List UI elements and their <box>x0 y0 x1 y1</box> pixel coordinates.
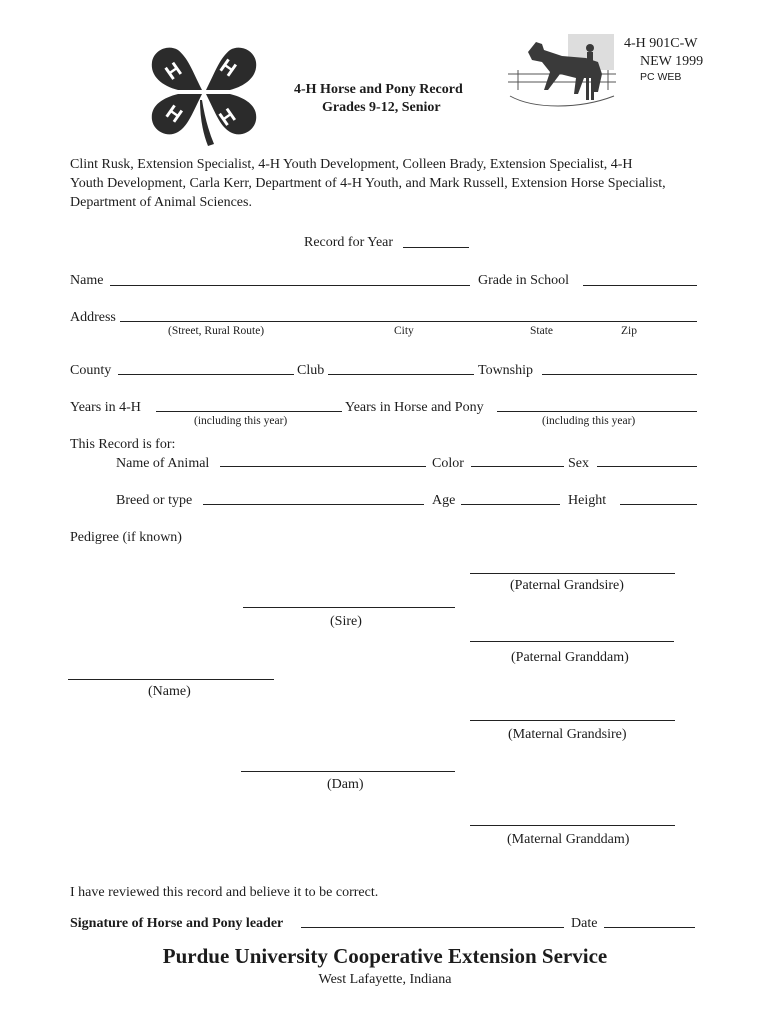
paternal-grandsire-field[interactable] <box>470 573 675 574</box>
web-note: PC WEB <box>640 71 682 83</box>
years-4h-label: Years in 4-H <box>70 400 141 415</box>
date-label: Date <box>571 916 598 931</box>
color-field[interactable] <box>471 466 564 467</box>
name-label: Name <box>70 273 104 288</box>
breed-label: Breed or type <box>116 493 193 508</box>
height-label: Height <box>568 493 607 508</box>
record-year-label: Record for Year <box>304 235 394 250</box>
years-horse-label: Years in Horse and Pony <box>345 400 484 415</box>
breed-field[interactable] <box>203 504 424 505</box>
svg-text:H: H <box>161 101 186 128</box>
sire-field[interactable] <box>243 607 455 608</box>
including-hint-1: (including this year) <box>194 415 288 427</box>
pedigree-name-label: (Name) <box>148 684 191 699</box>
paternal-granddam-label: (Paternal Granddam) <box>511 650 629 665</box>
svg-text:H: H <box>215 55 240 82</box>
horse-and-rider-illustration <box>508 34 616 112</box>
years-4h-field[interactable] <box>156 411 342 412</box>
county-field[interactable] <box>118 374 294 375</box>
form-number: 4-H 901C-W <box>624 36 698 51</box>
svg-text:H: H <box>215 104 240 131</box>
name-field[interactable] <box>110 285 470 286</box>
pedigree-name-field[interactable] <box>68 679 274 680</box>
color-label: Color <box>432 456 464 471</box>
authors-line-2: Youth Development, Carla Kerr, Department of 4-H Youth, and Mark Russell, Extension Horse Specialist, <box>70 176 666 191</box>
svg-text:H: H <box>161 58 186 85</box>
form-title: 4-H Horse and Pony Record <box>294 82 463 97</box>
form-subtitle: Grades 9-12, Senior <box>322 100 441 115</box>
zip-hint: Zip <box>621 325 637 337</box>
review-statement: I have reviewed this record and believe it to be correct. <box>70 885 379 900</box>
grade-field[interactable] <box>583 285 697 286</box>
record-for-label: This Record is for: <box>70 437 176 452</box>
pedigree-label: Pedigree (if known) <box>70 530 182 545</box>
maternal-grandsire-label: (Maternal Grandsire) <box>508 727 627 742</box>
paternal-granddam-field[interactable] <box>470 641 674 642</box>
maternal-granddam-label: (Maternal Granddam) <box>507 832 630 847</box>
maternal-grandsire-field[interactable] <box>470 720 675 721</box>
county-label: County <box>70 363 112 378</box>
address-label: Address <box>70 310 116 325</box>
dam-label: (Dam) <box>327 777 364 792</box>
years-horse-field[interactable] <box>497 411 697 412</box>
signature-field[interactable] <box>301 927 564 928</box>
club-field[interactable] <box>328 374 474 375</box>
authors-line-1: Clint Rusk, Extension Specialist, 4-H Youth Development, Colleen Brady, Extension Specialist, 4-H <box>70 157 633 172</box>
sire-label: (Sire) <box>330 614 362 629</box>
sex-label: Sex <box>568 456 589 471</box>
city-hint: City <box>394 325 414 337</box>
institution-name: Purdue University Cooperative Extension Service <box>162 944 608 968</box>
club-label: Club <box>297 363 325 378</box>
township-label: Township <box>478 363 534 378</box>
authors-line-3: Department of Animal Sciences. <box>70 195 252 210</box>
including-hint-2: (including this year) <box>542 415 636 427</box>
institution-location: West Lafayette, Indiana <box>318 972 452 987</box>
height-field[interactable] <box>620 504 697 505</box>
age-field[interactable] <box>461 504 560 505</box>
animal-name-label: Name of Animal <box>116 456 210 471</box>
record-year-field[interactable] <box>403 247 469 248</box>
township-field[interactable] <box>542 374 697 375</box>
date-field[interactable] <box>604 927 695 928</box>
age-label: Age <box>432 493 456 508</box>
signature-label: Signature of Horse and Pony leader <box>70 916 284 931</box>
state-hint: State <box>530 325 553 337</box>
dam-field[interactable] <box>241 771 455 772</box>
paternal-grandsire-label: (Paternal Grandsire) <box>510 578 624 593</box>
animal-name-field[interactable] <box>220 466 426 467</box>
4-h-clover-logo <box>148 40 260 150</box>
sex-field[interactable] <box>597 466 697 467</box>
address-field[interactable] <box>120 321 697 322</box>
edition-label: NEW 1999 <box>640 54 704 69</box>
street-hint: (Street, Rural Route) <box>168 325 265 337</box>
maternal-granddam-field[interactable] <box>470 825 675 826</box>
grade-label: Grade in School <box>478 273 569 288</box>
